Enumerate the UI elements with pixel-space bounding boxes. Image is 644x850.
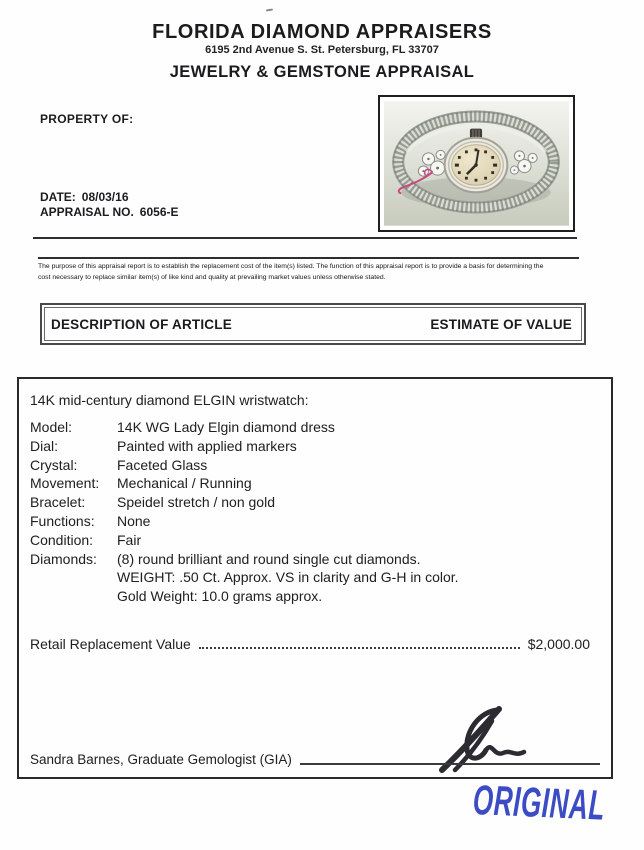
estimate-of-value-header: ESTIMATE OF VALUE [430, 316, 572, 332]
spec-label: Movement: [30, 475, 100, 492]
description-box [17, 377, 613, 779]
appraisal-no-label: APPRAISAL NO. [40, 205, 134, 219]
company-name: FLORIDA DIAMOND APPRAISERS [152, 21, 492, 43]
watch-photo-frame [378, 95, 575, 232]
scan-artifact [266, 9, 273, 12]
spec-row-condition [30, 531, 603, 550]
spec-value: Speidel stretch / non gold [117, 494, 275, 511]
signature-row [30, 752, 600, 767]
disclaimer-line-2: cost necessary to replace similar item(s) of like kind and quality at prevailing market values unless otherwise stated. [38, 273, 386, 281]
company-address: 6195 2nd Avenue S. St. Petersburg, FL 33707 [205, 44, 439, 56]
horizontal-rule [33, 237, 577, 239]
retail-label: Retail Replacement Value [30, 636, 191, 652]
signature-line [300, 761, 600, 765]
disclaimer-line-1: The purpose of this appraisal report is to establish the replacement cost of the item(s) listed. The function of this appraisal report is to provide a basis for determining the [38, 263, 544, 270]
spec-row-dial [30, 437, 603, 456]
spec-value: Painted with applied markers [117, 437, 297, 454]
spec-label: Condition: [30, 531, 94, 548]
gold-weight-line: Gold Weight: 10.0 grams approx. [117, 588, 323, 605]
retail-replacement-row [30, 636, 590, 652]
spec-label: Dial: [30, 437, 59, 454]
spec-value: Mechanical / Running [117, 475, 252, 492]
dot-leader [199, 643, 520, 649]
spec-label: Functions: [30, 512, 95, 529]
spec-row-functions [30, 512, 603, 531]
retail-value: $2,000.00 [527, 636, 590, 652]
spec-value: Faceted Glass [117, 456, 208, 473]
spec-value: 14K WG Lady Elgin diamond dress [117, 419, 335, 435]
spec-label: Crystal: [30, 456, 78, 473]
spec-row-movement [30, 474, 603, 493]
spec-label: Bracelet: [30, 494, 86, 511]
description-of-article-header: DESCRIPTION OF ARTICLE [51, 316, 232, 332]
article-title: 14K mid-century diamond ELGIN wristwatch: [30, 392, 309, 408]
document-title: JEWELRY & GEMSTONE APPRAISAL [169, 63, 475, 81]
spec-list [30, 418, 603, 606]
spec-label: Diamonds: [30, 550, 97, 567]
spec-label: Model: [30, 419, 73, 435]
appraisal-no-value: 6056-E [139, 205, 179, 219]
watch-photo [384, 101, 569, 226]
diamonds-weight-line: WEIGHT: .50 Ct. Approx. VS in clarity and G-H in color. [117, 569, 459, 586]
property-of-label: PROPERTY OF: [40, 112, 134, 126]
appraisal-no-line [40, 205, 179, 219]
spec-value: Fair [117, 531, 142, 548]
date-line [40, 190, 129, 204]
spec-row-crystal [30, 456, 603, 475]
original-stamp: ORIGINAL [471, 776, 607, 829]
section-header-box [40, 303, 586, 345]
date-label: DATE: [40, 190, 76, 204]
date-value: 08/03/16 [81, 190, 129, 204]
spec-row-model [30, 418, 603, 437]
spec-row-diamonds [30, 550, 603, 569]
spec-row-bracelet [30, 493, 603, 512]
spec-value: (8) round brilliant and round single cut diamonds. [117, 550, 421, 567]
signer-name: Sandra Barnes, Graduate Gemologist (GIA) [30, 752, 292, 767]
disclaimer-text [38, 257, 579, 283]
spec-value: None [117, 512, 151, 529]
